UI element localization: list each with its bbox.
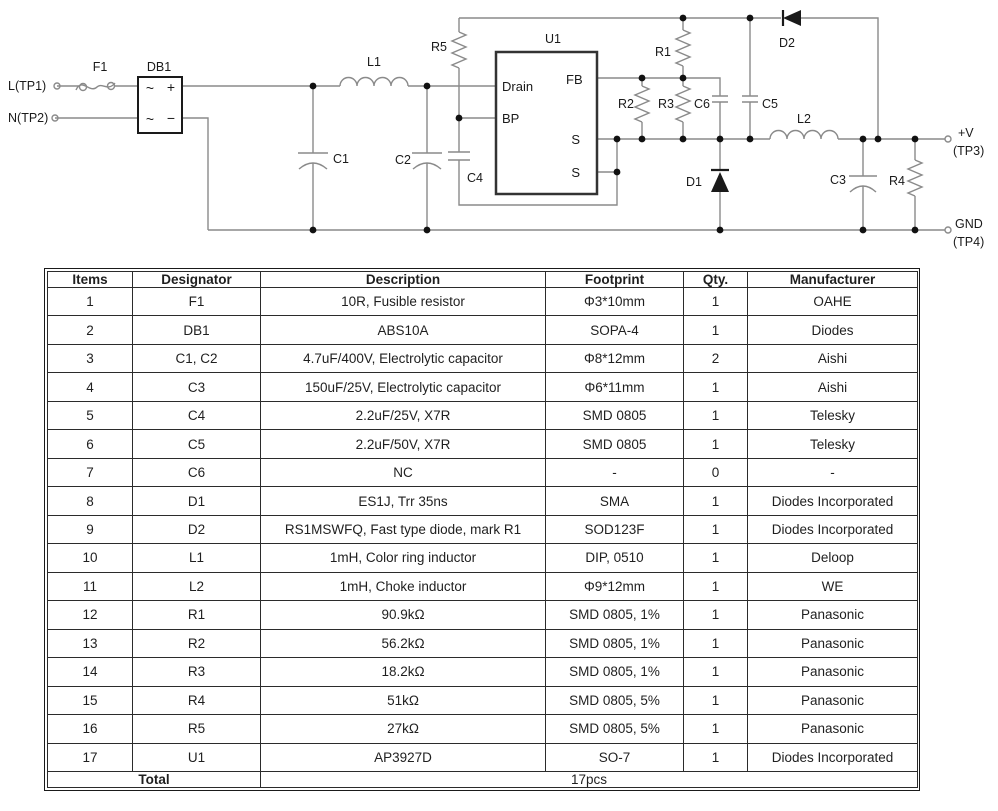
label-c1: C1 [333, 152, 349, 166]
bom-cell: U1 [133, 743, 261, 772]
table-row [48, 401, 918, 429]
inductor-l1-icon [340, 78, 408, 87]
bom-cell: Panasonic [748, 715, 918, 743]
bom-cell: - [546, 458, 684, 486]
table-row [48, 544, 918, 572]
terminal-label-tp1: L(TP1) [8, 79, 47, 93]
bom-cell: C1, C2 [133, 344, 261, 372]
u1-pin-bp: BP [502, 111, 520, 126]
bom-cell: Panasonic [748, 658, 918, 686]
col-header-designator: Designator [133, 272, 261, 288]
label-r1: R1 [655, 45, 671, 59]
bom-cell: 1 [684, 430, 748, 458]
bom-cell: 8 [48, 487, 133, 515]
u1-pin-s2: S [571, 165, 580, 180]
bom-cell: R1 [133, 601, 261, 629]
junction-dots [310, 15, 919, 234]
bom-cell: D2 [133, 515, 261, 543]
db1-ac-mark-top: ~ [145, 80, 155, 96]
bom-table-container [44, 268, 920, 791]
resistor-r4-icon [908, 160, 922, 196]
bom-cell: SMD 0805, 1% [546, 658, 684, 686]
bridge-rectifier-db1-box [138, 77, 182, 133]
label-r3: R3 [658, 97, 674, 111]
terminal-label-vout: +V [958, 126, 974, 140]
bom-cell: 1 [684, 401, 748, 429]
bom-cell: OAHE [748, 288, 918, 316]
capacitor-c4-icon [448, 152, 470, 160]
bom-cell: 150uF/25V, Electrolytic capacitor [261, 373, 546, 401]
label-d1: D1 [686, 175, 702, 189]
bom-cell: R3 [133, 658, 261, 686]
bom-cell: SMD 0805 [546, 401, 684, 429]
bom-cell: R4 [133, 686, 261, 714]
bom-header-row [48, 272, 918, 288]
bom-body [48, 288, 918, 772]
bom-cell: D1 [133, 487, 261, 515]
bom-cell: 11 [48, 572, 133, 600]
bom-cell: Diodes Incorporated [748, 743, 918, 772]
bom-cell: SOPA-4 [546, 316, 684, 344]
bom-cell: 1mH, Choke inductor [261, 572, 546, 600]
bom-cell: 7 [48, 458, 133, 486]
table-row [48, 430, 918, 458]
table-row [48, 458, 918, 486]
diode-d1-icon [711, 170, 729, 192]
bom-cell: NC [261, 458, 546, 486]
bom-cell: - [748, 458, 918, 486]
col-header-footprint: Footprint [546, 272, 684, 288]
bom-cell: L1 [133, 544, 261, 572]
label-r5: R5 [431, 40, 447, 54]
table-row [48, 316, 918, 344]
bom-cell: Panasonic [748, 686, 918, 714]
bom-cell: 3 [48, 344, 133, 372]
bom-cell: 9 [48, 515, 133, 543]
bom-cell: 2 [48, 316, 133, 344]
resistor-r2-icon [635, 86, 649, 122]
bom-cell: DIP, 0510 [546, 544, 684, 572]
bom-cell: SOD123F [546, 515, 684, 543]
bom-cell: WE [748, 572, 918, 600]
table-row [48, 658, 918, 686]
table-row [48, 629, 918, 657]
bom-cell: 18.2kΩ [261, 658, 546, 686]
bom-cell: 1 [684, 658, 748, 686]
bom-cell: 1 [684, 629, 748, 657]
bom-cell: 0 [684, 458, 748, 486]
bom-cell: SMD 0805, 1% [546, 601, 684, 629]
terminal-tp3-icon [945, 136, 951, 142]
bom-cell: Aishi [748, 344, 918, 372]
bom-cell: Telesky [748, 401, 918, 429]
bom-cell: L2 [133, 572, 261, 600]
total-label: Total [48, 772, 261, 788]
bom-cell: SMD 0805, 5% [546, 686, 684, 714]
bom-cell: 4 [48, 373, 133, 401]
bom-cell: 1 [684, 715, 748, 743]
diode-d2-icon [783, 10, 801, 26]
bom-cell: 2 [684, 344, 748, 372]
bom-cell: 1 [684, 544, 748, 572]
bom-cell: DB1 [133, 316, 261, 344]
inductor-l2-icon [770, 131, 838, 140]
bom-cell: ES1J, Trr 35ns [261, 487, 546, 515]
col-header-qty: Qty. [684, 272, 748, 288]
table-row [48, 743, 918, 772]
resistor-r1-icon [676, 30, 690, 66]
bom-cell: 6 [48, 430, 133, 458]
label-r4: R4 [889, 174, 905, 188]
total-value: 17pcs [261, 772, 918, 788]
bom-total-row [48, 772, 918, 788]
bom-cell: AP3927D [261, 743, 546, 772]
table-row [48, 715, 918, 743]
circuit-schematic [0, 0, 998, 260]
u1-pin-drain: Drain [502, 79, 534, 94]
bom-cell: 1mH, Color ring inductor [261, 544, 546, 572]
wire [801, 18, 878, 139]
label-c2: C2 [395, 153, 411, 167]
bom-cell: Φ3*10mm [546, 288, 684, 316]
bom-cell: C4 [133, 401, 261, 429]
bom-cell: 1 [684, 572, 748, 600]
table-row [48, 344, 918, 372]
label-d2: D2 [779, 36, 795, 50]
label-f1: F1 [92, 60, 108, 74]
db1-ac-mark-bottom: ~ [145, 111, 155, 127]
terminal-label-tp2: N(TP2) [8, 111, 49, 125]
bom-cell: SMD 0805 [546, 430, 684, 458]
bom-cell: 51kΩ [261, 686, 546, 714]
u1-pin-s1: S [571, 132, 580, 147]
bom-cell: 12 [48, 601, 133, 629]
bom-cell: 17 [48, 743, 133, 772]
label-c3: C3 [830, 173, 846, 187]
label-u1: U1 [545, 32, 561, 46]
bom-cell: 1 [684, 515, 748, 543]
bom-cell: Φ6*11mm [546, 373, 684, 401]
bom-cell: ABS10A [261, 316, 546, 344]
bom-cell: C3 [133, 373, 261, 401]
table-row [48, 288, 918, 316]
bom-cell: 4.7uF/400V, Electrolytic capacitor [261, 344, 546, 372]
bom-cell: 15 [48, 686, 133, 714]
bom-cell: 1 [48, 288, 133, 316]
wire [597, 139, 617, 172]
bom-cell: Panasonic [748, 629, 918, 657]
label-db1: DB1 [146, 60, 172, 74]
bom-cell: SMD 0805, 5% [546, 715, 684, 743]
terminal-label-gnd: GND [955, 217, 983, 231]
u1-pin-fb: FB [566, 72, 583, 87]
bom-cell: Diodes [748, 316, 918, 344]
bom-cell: 1 [684, 316, 748, 344]
table-row [48, 601, 918, 629]
terminal-label-tp3: (TP3) [953, 144, 985, 158]
bom-cell: 1 [684, 601, 748, 629]
bom-cell: 1 [684, 686, 748, 714]
terminal-label-tp4: (TP4) [953, 235, 985, 249]
col-header-manufacturer: Manufacturer [748, 272, 918, 288]
bom-cell: RS1MSWFQ, Fast type diode, mark R1 [261, 515, 546, 543]
label-l2: L2 [797, 112, 811, 126]
wire [182, 118, 208, 230]
bom-cell: C5 [133, 430, 261, 458]
capacitor-c5-icon [742, 96, 758, 102]
bom-cell: 56.2kΩ [261, 629, 546, 657]
bom-cell: C6 [133, 458, 261, 486]
col-header-description: Description [261, 272, 546, 288]
table-row [48, 373, 918, 401]
table-row [48, 487, 918, 515]
table-row [48, 515, 918, 543]
bom-cell: 5 [48, 401, 133, 429]
table-row [48, 686, 918, 714]
bom-cell: 1 [684, 743, 748, 772]
capacitor-c6-icon [712, 96, 728, 102]
bom-cell: 1 [684, 487, 748, 515]
bom-cell: 1 [684, 373, 748, 401]
bom-cell: Diodes Incorporated [748, 487, 918, 515]
resistor-r3-icon [676, 86, 690, 122]
bom-cell: 90.9kΩ [261, 601, 546, 629]
bom-cell: 16 [48, 715, 133, 743]
label-r2: R2 [618, 97, 634, 111]
bom-cell: SMA [546, 487, 684, 515]
db1-minus-mark: − [166, 110, 176, 126]
bom-table [47, 271, 918, 788]
col-header-items: Items [48, 272, 133, 288]
bom-cell: 2.2uF/50V, X7R [261, 430, 546, 458]
bom-cell: Deloop [748, 544, 918, 572]
bom-cell: SMD 0805, 1% [546, 629, 684, 657]
bom-cell: Telesky [748, 430, 918, 458]
bom-cell: 14 [48, 658, 133, 686]
bom-cell: Panasonic [748, 601, 918, 629]
label-c6: C6 [694, 97, 710, 111]
bom-cell: SO-7 [546, 743, 684, 772]
bom-cell: 10 [48, 544, 133, 572]
bom-cell: 1 [684, 288, 748, 316]
wire [597, 78, 720, 96]
label-c5: C5 [762, 97, 778, 111]
bom-cell: Φ8*12mm [546, 344, 684, 372]
bom-cell: Aishi [748, 373, 918, 401]
label-c4: C4 [467, 171, 483, 185]
terminal-tp4-icon [945, 227, 951, 233]
bom-cell: R2 [133, 629, 261, 657]
bom-cell: 13 [48, 629, 133, 657]
bom-cell: 27kΩ [261, 715, 546, 743]
bom-cell: 10R, Fusible resistor [261, 288, 546, 316]
table-row [48, 572, 918, 600]
label-l1: L1 [367, 55, 381, 69]
db1-plus-mark: + [166, 79, 176, 95]
bom-cell: 2.2uF/25V, X7R [261, 401, 546, 429]
bom-cell: Diodes Incorporated [748, 515, 918, 543]
resistor-r5-icon [452, 32, 466, 68]
bom-cell: R5 [133, 715, 261, 743]
bom-cell: Φ9*12mm [546, 572, 684, 600]
bom-cell: F1 [133, 288, 261, 316]
